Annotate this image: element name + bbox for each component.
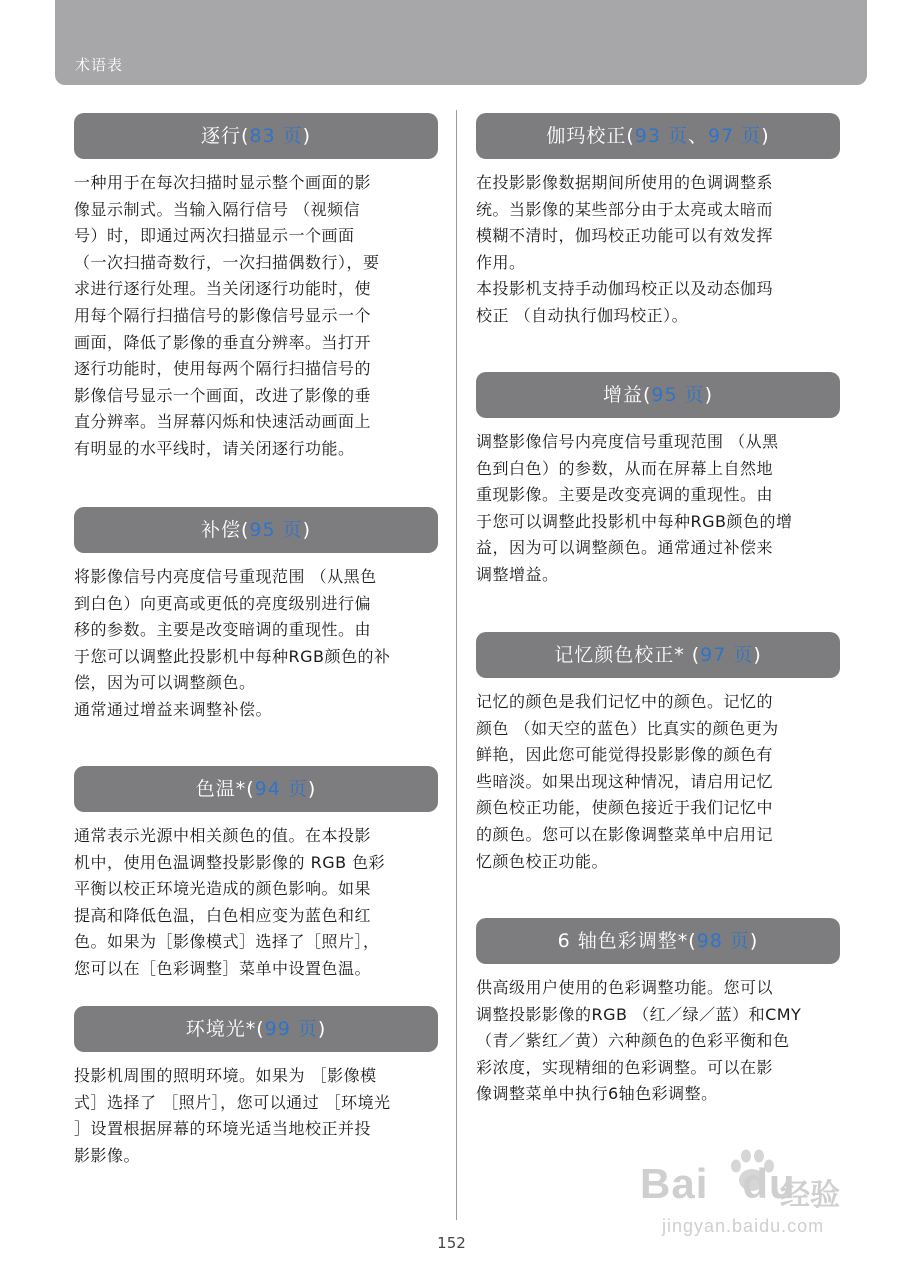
column-divider xyxy=(456,110,457,1220)
page-link[interactable]: 97 页 xyxy=(708,125,762,147)
section-title: 补偿(95 页) xyxy=(74,507,438,553)
page-header xyxy=(55,0,867,85)
section-offset xyxy=(74,507,438,724)
section-6-axis-color xyxy=(476,918,840,1108)
section-title: 环境光*(99 页) xyxy=(74,1006,438,1052)
watermark-logo: Bai du xyxy=(640,1160,796,1207)
term-name: 逐行 xyxy=(200,125,241,147)
section-title: 色温*(94 页) xyxy=(74,766,438,812)
section-body: 记忆的颜色是我们记忆中的颜色。记忆的 颜色 （如天空的蓝色）比真实的颜色更为 鲜艳，因此您可能觉得投影影像的颜色有 些暗淡。如果出现这种情况，请启用记忆 颜色校正功能，使颜色接近于我们记忆中 的颜色。您可以在影像调整菜单中启用记 忆颜色校正功能。 xyxy=(476,692,779,871)
section-title: 记忆颜色校正* (97 页) xyxy=(476,632,840,678)
watermark-logo-cn: 经验 xyxy=(780,1178,840,1213)
section-title: 增益(95 页) xyxy=(476,372,840,418)
page-link[interactable]: 99 页 xyxy=(264,1018,318,1040)
page-link[interactable]: 98 页 xyxy=(696,930,750,952)
section-body: 将影像信号内亮度信号重现范围 （从黑色 到白色）向更高或更低的亮度级别进行偏 移的参数。主要是改变暗调的重现性。由 于您可以调整此投影机中每种RGB颜色的补 偿，因为可以调整颜色。 通常通过增益来调整补偿。 xyxy=(74,567,391,719)
section-progressive xyxy=(74,113,438,463)
section-color-temperature xyxy=(74,766,438,983)
page-link[interactable]: 94 页 xyxy=(254,778,308,800)
page-number: 152 xyxy=(437,1234,466,1252)
page-link[interactable]: 93 页 xyxy=(634,125,688,147)
section-body: 调整影像信号内亮度信号重现范围 （从黑 色到白色）的参数，从而在屏幕上自然地 重现影像。主要是改变亮调的重现性。由 于您可以调整此投影机中每种RGB颜色的增 益，因为可以调整颜色。通常通过补偿来 调整增益。 xyxy=(476,432,793,584)
term-name: 增益 xyxy=(602,384,643,406)
term-name: 环境光 xyxy=(185,1018,246,1040)
section-title: 6 轴色彩调整*(98 页) xyxy=(476,918,840,964)
section-gamma-correction xyxy=(476,113,840,330)
section-title: 逐行(83 页) xyxy=(74,113,438,159)
header-title: 术语表 xyxy=(75,56,124,74)
term-name: 记忆颜色校正 xyxy=(554,644,675,666)
term-name: 补偿 xyxy=(200,519,241,541)
section-body: 在投影影像数据期间所使用的色调调整系 统。当影像的某些部分由于太亮或太暗而 模糊不清时，伽玛校正功能可以有效发挥 作用。 本投影机支持手动伽玛校正以及动态伽玛 校正 （自动执行伽玛校正）。 xyxy=(476,173,774,325)
page-link[interactable]: 95 页 xyxy=(249,519,303,541)
section-body: 投影机周围的照明环境。如果为 ［影像模 式］选择了 ［照片］，您可以通过 ［环境光 ］设置根据屏幕的环境光适当地校正并投 影影像。 xyxy=(74,1066,391,1165)
section-memory-color-correction xyxy=(476,632,840,875)
page-link[interactable]: 95 页 xyxy=(651,384,705,406)
section-body: 一种用于在每次扫描时显示整个画面的影 像显示制式。当输入隔行信号 （视频信 号）时，即通过两次扫描显示一个画面 （一次扫描奇数行，一次扫描偶数行），要 求进行逐行处理。当关闭逐行功能时，使 用每个隔行扫描信号的影像信号显示一个 画面，降低了影像的垂直分辨率。当打开 逐行功能时，使用每两个隔行扫描信号的 影像信号显示一个画面，改进了影像的垂 直分辨率。当屏幕闪烁和快速活动画面上 有明显的水平线时，请关闭逐行功能。 xyxy=(74,173,380,458)
section-ambient-light xyxy=(74,1006,438,1169)
section-body: 供高级用户使用的色彩调整功能。您可以 调整投影影像的RGB （红／绿／蓝）和CMY （青／紫红／黄）六种颜色的色彩平衡和色 彩浓度，实现精细的色彩调整。可以在影 像调整菜单中执行6轴色彩调整。 xyxy=(476,978,802,1104)
term-name: 6 轴色彩调整 xyxy=(557,930,678,952)
term-name: 伽玛校正 xyxy=(546,125,627,147)
baidu-watermark xyxy=(640,1150,890,1270)
page-link[interactable]: 83 页 xyxy=(249,125,303,147)
section-title: 伽玛校正(93 页、97 页) xyxy=(476,113,840,159)
page-link[interactable]: 97 页 xyxy=(700,644,754,666)
section-body: 通常表示光源中相关颜色的值。在本投影 机中，使用色温调整投影影像的 RGB 色彩 平衡以校正环境光造成的颜色影响。如果 提高和降低色温，白色相应变为蓝色和红 色。如果为［影像模式］选择了［照片］， 您可以在［色彩调整］菜单中设置色温。 xyxy=(74,826,386,978)
watermark-url: jingyan.baidu.com xyxy=(662,1216,825,1236)
section-gain xyxy=(476,372,840,589)
term-name: 色温 xyxy=(195,778,236,800)
